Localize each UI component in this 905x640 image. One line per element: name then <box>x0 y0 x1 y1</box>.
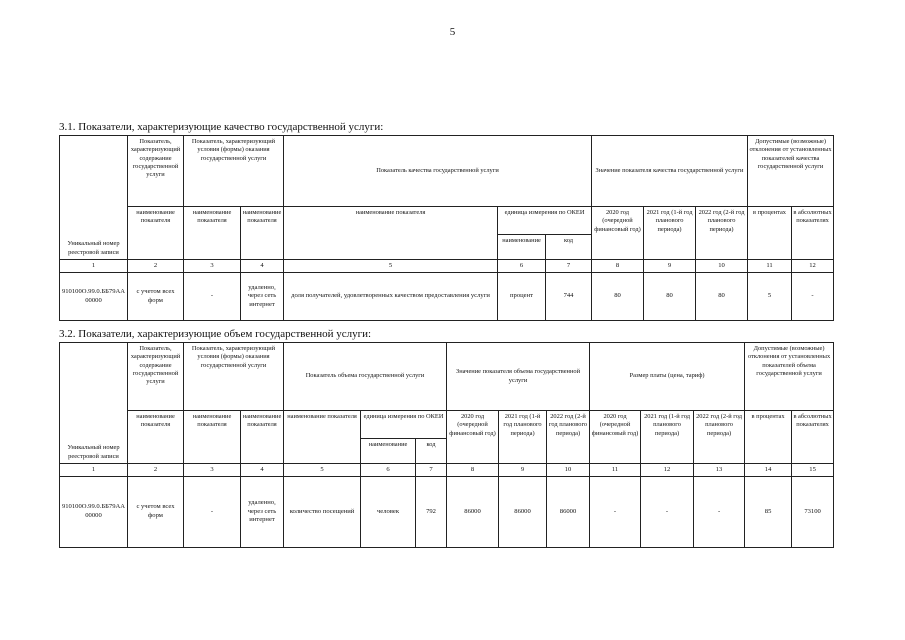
header-indicator-name: наименование показателя <box>284 411 361 464</box>
cell-indicator-name: количество посещений <box>284 477 361 548</box>
column-number: 15 <box>792 464 834 477</box>
header-fee: Размер платы (цена, тариф) <box>590 343 745 411</box>
column-number: 2 <box>128 260 184 273</box>
table-row <box>60 273 834 321</box>
column-number: 2 <box>128 464 184 477</box>
column-number: 1 <box>60 464 128 477</box>
cell-content: с учетом всех форм <box>128 273 184 321</box>
column-number: 14 <box>745 464 792 477</box>
column-number: 10 <box>696 260 748 273</box>
column-number: 4 <box>241 464 284 477</box>
header-deviations: Допустимые (возможные) отклонения от установленных показателей объема государственной услуги <box>745 343 834 411</box>
quality-table <box>59 135 834 321</box>
cell-registry-number: 910100О.99.0.ББ79АА00000 <box>60 477 128 548</box>
cell-condition-form: удаленно, через сеть интернет <box>241 477 284 548</box>
header-condition-name-2: наименование показателя <box>241 207 284 260</box>
header-content: Показатель, характеризующий содержание государственной услуги <box>128 343 184 411</box>
cell-value-2020: 80 <box>592 273 644 321</box>
cell-content: с учетом всех форм <box>128 477 184 548</box>
header-registry: Уникальный номер реестровой записи <box>60 343 128 464</box>
section-title-quality: 3.1. Показатели, характеризующие качество государственной услуги: <box>59 121 384 133</box>
header-fee-year-2020: 2020 год (очередной финансовый год) <box>590 411 641 464</box>
header-absolute: в абсолютных показателях <box>792 207 834 260</box>
header-condition-name-2: наименование показателя <box>241 411 284 464</box>
header-year-2020: 2020 год (очередной финансовый год) <box>447 411 499 464</box>
column-number: 5 <box>284 464 361 477</box>
header-deviations: Допустимые (возможные) отклонения от установленных показателей качества государственной услуги <box>748 136 834 207</box>
cell-value-2022: 86000 <box>547 477 590 548</box>
column-numbers-row <box>60 260 834 273</box>
header-condition-name: наименование показателя <box>184 207 241 260</box>
column-number: 6 <box>361 464 416 477</box>
cell-fee-2020: - <box>590 477 641 548</box>
cell-unit-name: процент <box>498 273 546 321</box>
column-number: 9 <box>499 464 547 477</box>
cell-value-2021: 80 <box>644 273 696 321</box>
column-numbers-row <box>60 464 834 477</box>
header-year-2022: 2022 год (2-й год планового периода) <box>547 411 590 464</box>
column-number: 12 <box>792 260 834 273</box>
column-number: 8 <box>447 464 499 477</box>
header-year-2021: 2021 год (1-й год планового периода) <box>644 207 696 260</box>
header-fee-year-2022: 2022 год (2-й год планового периода) <box>694 411 745 464</box>
column-number: 11 <box>590 464 641 477</box>
cell-value-2021: 86000 <box>499 477 547 548</box>
cell-deviation-absolute: 73100 <box>792 477 834 548</box>
header-year-2020: 2020 год (очередной финансовый год) <box>592 207 644 260</box>
column-number: 3 <box>184 464 241 477</box>
header-year-2022: 2022 год (2-й год планового периода) <box>696 207 748 260</box>
cell-condition: - <box>184 273 241 321</box>
column-number: 7 <box>416 464 447 477</box>
cell-fee-2021: - <box>641 477 694 548</box>
cell-condition-form: удаленно, через сеть интернет <box>241 273 284 321</box>
cell-condition: - <box>184 477 241 548</box>
header-content: Показатель, характеризующий содержание государственной услуги <box>128 136 184 207</box>
header-volume-values: Значение показателя объема государственной услуги <box>447 343 590 411</box>
volume-table <box>59 342 834 548</box>
section-title-volume: 3.2. Показатели, характеризующие объем государственной услуги: <box>59 328 372 340</box>
column-number: 4 <box>241 260 284 273</box>
cell-unit-code: 792 <box>416 477 447 548</box>
page-number: 5 <box>449 26 456 38</box>
cell-unit-name: человек <box>361 477 416 548</box>
cell-deviation-percent: 5 <box>748 273 792 321</box>
header-unit-code: код <box>546 235 592 260</box>
header-conditions: Показатель, характеризующий условия (формы) оказания государственной услуги <box>184 136 284 207</box>
column-number: 9 <box>644 260 696 273</box>
header-condition-name: наименование показателя <box>184 411 241 464</box>
header-unit-code: код <box>416 439 447 464</box>
column-number: 10 <box>547 464 590 477</box>
column-number: 11 <box>748 260 792 273</box>
table-row <box>60 477 834 548</box>
header-unit-okei: единица измерения по ОКЕИ <box>361 411 447 439</box>
header-percent: в процентах <box>748 207 792 260</box>
cell-registry-number: 910100О.99.0.ББ79АА00000 <box>60 273 128 321</box>
header-unit-okei: единица измерения по ОКЕИ <box>498 207 592 235</box>
header-unit-name: наименование <box>361 439 416 464</box>
header-quality-values: Значение показателя качества государственной услуги <box>592 136 748 207</box>
header-volume-indicator: Показатель объема государственной услуги <box>284 343 447 411</box>
column-number: 12 <box>641 464 694 477</box>
cell-indicator-name: доля получателей, удовлетворенных качеством предоставления услуги <box>284 273 498 321</box>
header-unit-name: наименование <box>498 235 546 260</box>
cell-value-2022: 80 <box>696 273 748 321</box>
column-number: 8 <box>592 260 644 273</box>
header-quality-indicator: Показатель качества государственной услуги <box>284 136 592 207</box>
header-indicator-name: наименование показателя <box>284 207 498 260</box>
cell-deviation-absolute: - <box>792 273 834 321</box>
column-number: 7 <box>546 260 592 273</box>
header-absolute: в абсолютных показателях <box>792 411 834 464</box>
header-fee-year-2021: 2021 год (1-й год планового периода) <box>641 411 694 464</box>
header-content-name: наименование показателя <box>128 207 184 260</box>
header-registry: Уникальный номер реестровой записи <box>60 136 128 260</box>
cell-unit-code: 744 <box>546 273 592 321</box>
column-number: 5 <box>284 260 498 273</box>
header-content-name: наименование показателя <box>128 411 184 464</box>
header-year-2021: 2021 год (1-й год планового периода) <box>499 411 547 464</box>
header-percent: в процентах <box>745 411 792 464</box>
cell-fee-2022: - <box>694 477 745 548</box>
cell-deviation-percent: 85 <box>745 477 792 548</box>
header-conditions: Показатель, характеризующий условия (формы) оказания государственной услуги <box>184 343 284 411</box>
cell-value-2020: 86000 <box>447 477 499 548</box>
column-number: 1 <box>60 260 128 273</box>
column-number: 13 <box>694 464 745 477</box>
column-number: 6 <box>498 260 546 273</box>
column-number: 3 <box>184 260 241 273</box>
